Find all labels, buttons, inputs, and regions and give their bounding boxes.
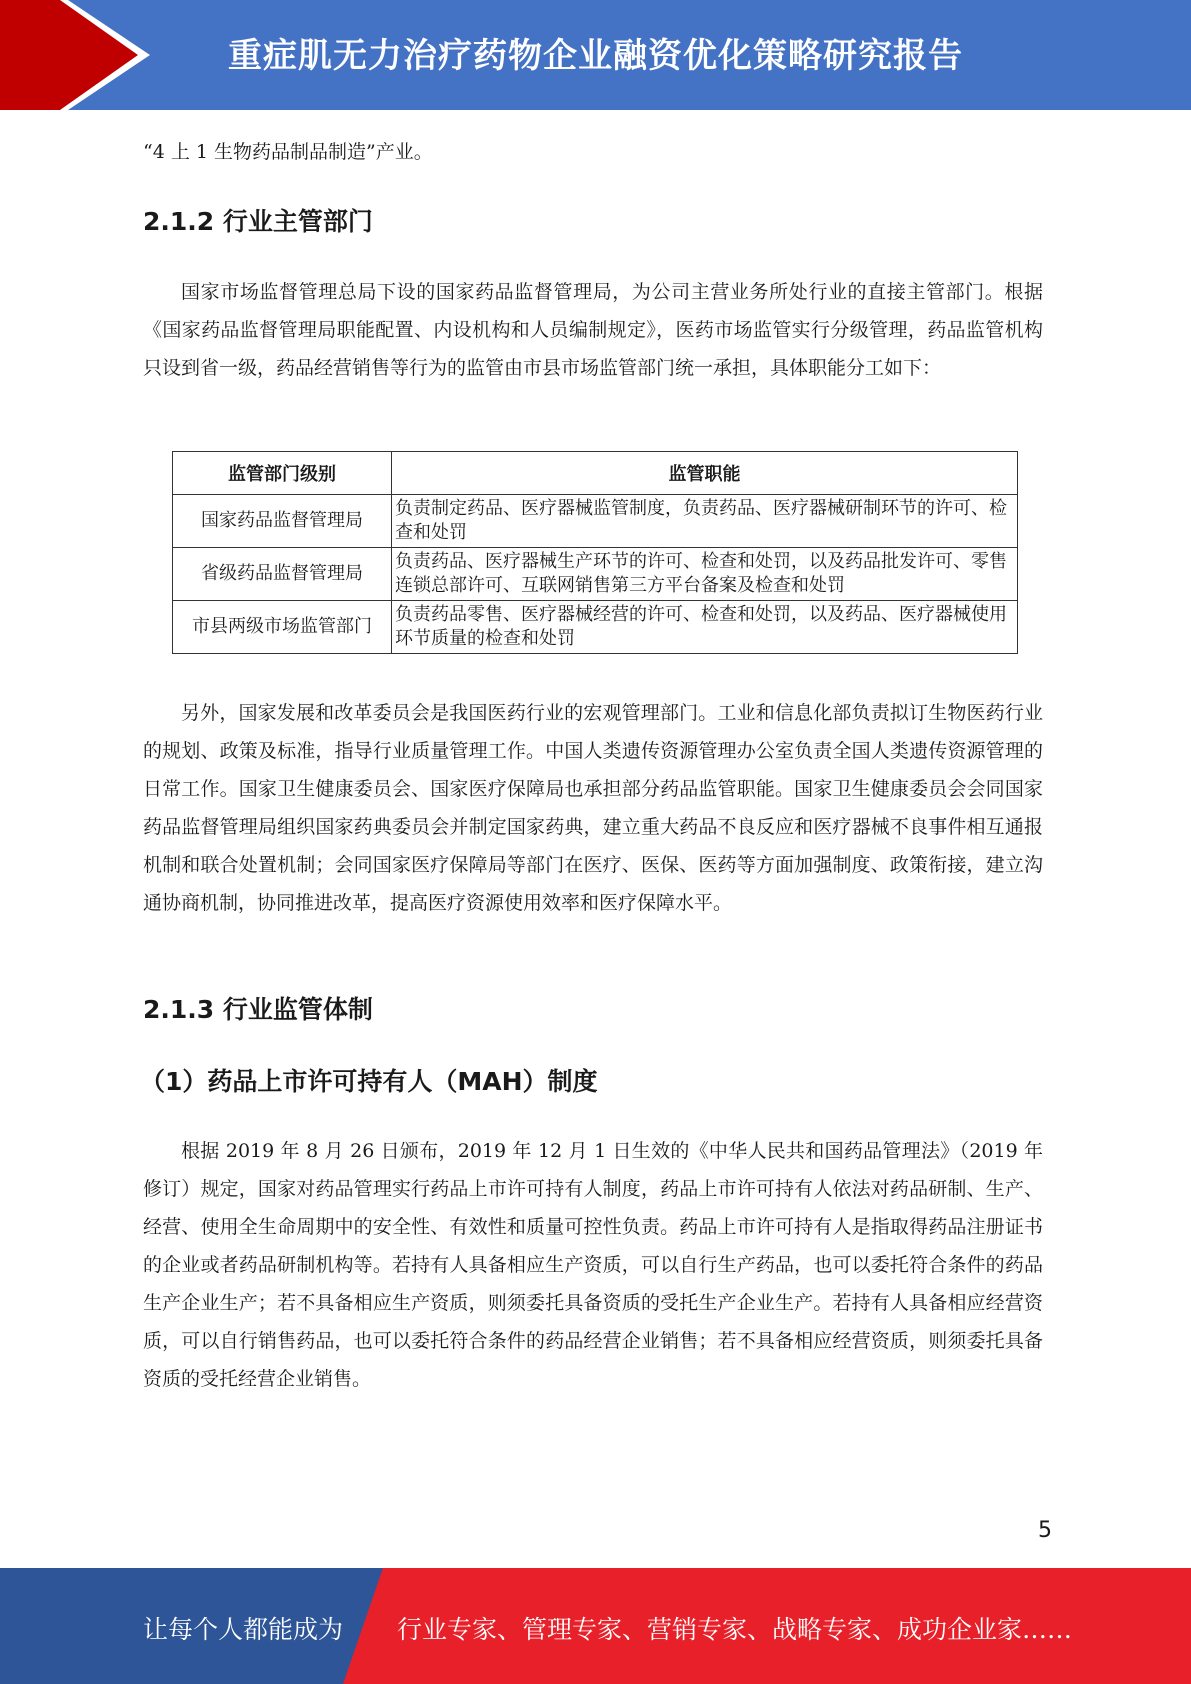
page-number: 5 [1038,1518,1052,1543]
table-header-level: 监管部门级别 [173,452,392,495]
header-chevron-decoration [0,0,160,110]
intro-line: “4 上 1 生物药品制品制造”产业。 [143,141,433,163]
section-2-1-2-paragraph: 国家市场监督管理总局下设的国家药品监督管理局，为公司主营业务所处行业的直接主管部门。根据《国家药品监督管理局职能配置、内设机构和人员编制规定》，医药市场监管实行分级管理，药品监管机构只设到省一级，药品经营销售等行为的监管由市县市场监管部门统一承担，具体职能分工如下： [143,281,1043,379]
table-cell-duty: 负责制定药品、医疗器械监管制度，负责药品、医疗器械研制环节的许可、检查和处罚 [392,495,1018,548]
page-header [0,0,1191,110]
footer-slogan-right: 行业专家、管理专家、营销专家、战略专家、成功企业家…… [397,1615,1073,1644]
table-cell-level: 省级药品监督管理局 [173,548,392,601]
other-regulators-paragraph: 另外，国家发展和改革委员会是我国医药行业的宏观管理部门。工业和信息化部负责拟订生物医药行业的规划、政策及标准，指导行业质量管理工作。中国人类遗传资源管理办公室负责全国人类遗传资源管理的日常工作。国家卫生健康委员会、国家医疗保障局也承担部分药品监管职能。国家卫生健康委员会会同国家药品监督管理局组织国家药典委员会并制定国家药典，建立重大药品不良反应和医疗器械不良事件相互通报机制和联合处置机制；会同国家医疗保障局等部门在医疗、医保、医药等方面加强制度、政策衔接，建立沟通协商机制，协同推进改革，提高医疗资源使用效率和医疗保障水平。 [143,702,1043,914]
table-cell-duty: 负责药品零售、医疗器械经营的许可、检查和处罚，以及药品、医疗器械使用环节质量的检查和处罚 [392,601,1018,654]
table-header-row [173,452,1018,495]
page-footer [0,1568,1191,1684]
footer-slogan-left: 让每个人都能成为 [143,1615,344,1644]
table-cell-level: 国家药品监督管理局 [173,495,392,548]
table-row [173,548,1018,601]
subheading-mah: （1）药品上市许可持有人（MAH）制度 [140,1067,598,1096]
mah-paragraph: 根据 2019 年 8 月 26 日颁布，2019 年 12 月 1 日生效的《中华人民共和国药品管理法》（2019 年修订）规定，国家对药品管理实行药品上市许可持有人制度，药品上市许可持有人依法对药品研制、生产、经营、使用全生命周期中的安全性、有效性和质量可控性负责。药品上市许可持有人是指取得药品注册证书的企业或者药品研制机构等。若持有人具备相应生产资质，可以自行生产药品，也可以委托符合条件的药品生产企业生产；若不具备相应生产资质，则须委托具备资质的受托生产企业生产。若持有人具备相应经营资质，可以自行销售药品，也可以委托符合条件的药品经营企业销售；若不具备相应经营资质，则须委托具备资质的受托经营企业销售。 [143,1140,1043,1390]
section-heading-2-1-2: 2.1.2 行业主管部门 [143,207,373,236]
table-header-duty: 监管职能 [392,452,1018,495]
table-cell-duty: 负责药品、医疗器械生产环节的许可、检查和处罚，以及药品批发许可、零售连锁总部许可、互联网销售第三方平台备案及检查和处罚 [392,548,1018,601]
table-row [173,601,1018,654]
table-cell-level: 市县两级市场监管部门 [173,601,392,654]
section-heading-2-1-3: 2.1.3 行业监管体制 [143,995,373,1024]
regulator-table [172,451,1018,654]
report-title: 重症肌无力治疗药物企业融资优化策略研究报告 [228,36,963,76]
table-row [173,495,1018,548]
